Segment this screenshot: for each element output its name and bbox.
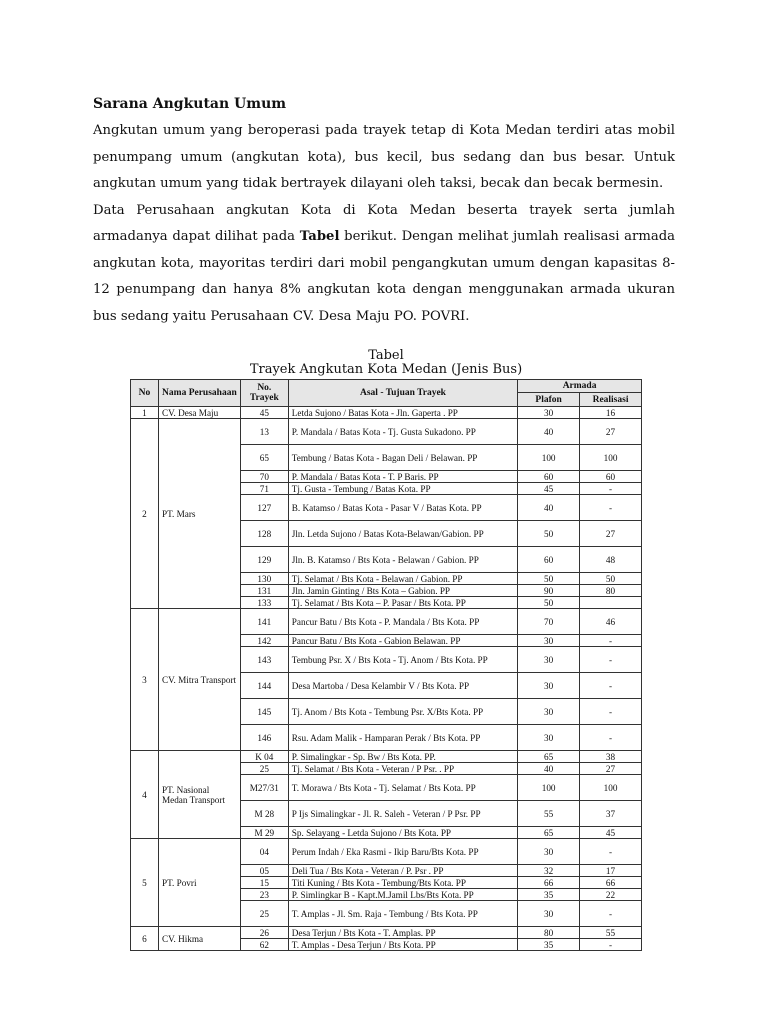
cell-route-number: M27/31 [240,775,288,801]
cell-realisasi: 27 [580,763,642,775]
cell-route: T. Amplas - Desa Terjun / Bts Kota. PP [288,939,517,951]
cell-plafon: 40 [518,495,580,521]
cell-route-number: 131 [240,585,288,597]
paragraph-2 [93,198,675,331]
cell-plafon: 30 [518,839,580,865]
cell-company: CV. Desa Maju [158,407,240,419]
cell-route-number: M 29 [240,827,288,839]
cell-plafon: 30 [518,699,580,725]
cell-realisasi: - [580,495,642,521]
cell-route: Perum Indah / Eka Rasmi - Ikip Baru/Bts Kota. PP [288,839,517,865]
cell-plafon: 35 [518,939,580,951]
cell-route: Letda Sujono / Batas Kota - Jln. Gaperta . PP [288,407,517,419]
cell-realisasi: - [580,901,642,927]
cell-no: 3 [131,609,159,751]
cell-plafon: 40 [518,419,580,445]
table-caption-label: Tabel [368,348,404,363]
table-row [131,419,642,445]
cell-route-number: M 28 [240,801,288,827]
cell-route: Deli Tua / Bts Kota - Veteran / P. Psr . PP [288,865,517,877]
cell-realisasi: 27 [580,521,642,547]
cell-route: Desa Martoba / Desa Kelambir V / Bts Kota. PP [288,673,517,699]
cell-plafon: 50 [518,573,580,585]
cell-route-number: 127 [240,495,288,521]
cell-no: 1 [131,407,159,419]
cell-route: Jln. B. Katamso / Bts Kota - Belawan / Gabion. PP [288,547,517,573]
cell-plafon: 30 [518,673,580,699]
table-row [131,609,642,635]
cell-route-number: 04 [240,839,288,865]
cell-route: Pancur Batu / Bts Kota - P. Mandala / Bts Kota. PP [288,609,517,635]
cell-realisasi: 16 [580,407,642,419]
cell-plafon: 66 [518,877,580,889]
cell-route: Tj. Selamat / Bts Kota - Belawan / Gabion. PP [288,573,517,585]
table-row [131,927,642,939]
cell-route: Tembung / Batas Kota - Bagan Deli / Belawan. PP [288,445,517,471]
cell-route-number: K 04 [240,751,288,763]
table-row [131,407,642,419]
cell-route: Pancur Batu / Bts Kota - Gabion Belawan. PP [288,635,517,647]
table-body [131,407,642,951]
table-row [131,751,642,763]
cell-plafon: 100 [518,445,580,471]
cell-plafon: 65 [518,827,580,839]
cell-route-number: 23 [240,889,288,901]
cell-realisasi: 100 [580,775,642,801]
cell-realisasi: - [580,939,642,951]
cell-plafon: 100 [518,775,580,801]
cell-route-number: 65 [240,445,288,471]
cell-route-number: 143 [240,647,288,673]
cell-company: CV. Mitra Transport [158,609,240,751]
cell-plafon: 30 [518,901,580,927]
cell-route-number: 26 [240,927,288,939]
cell-route-number: 133 [240,597,288,609]
cell-route: P. Simlingkar B - Kapt.M.Jamil Lbs/Bts Kota. PP [288,889,517,901]
cell-no: 5 [131,839,159,927]
cell-route-number: 129 [240,547,288,573]
cell-plafon: 30 [518,407,580,419]
cell-plafon: 80 [518,927,580,939]
cell-route: Rsu. Adam Malik - Hamparan Perak / Bts Kota. PP [288,725,517,751]
cell-no: 4 [131,751,159,839]
cell-company: PT. Mars [158,419,240,609]
route-table [130,379,642,951]
cell-plafon: 35 [518,889,580,901]
cell-route: Tembung Psr. X / Bts Kota - Tj. Anom / Bts Kota. PP [288,647,517,673]
cell-route: Sp. Selayang - Letda Sujono / Bts Kota. PP [288,827,517,839]
cell-route-number: 05 [240,865,288,877]
cell-realisasi: 38 [580,751,642,763]
cell-route: Jln. Jamin Ginting / Bts Kota – Gabion. PP [288,585,517,597]
cell-plafon: 50 [518,521,580,547]
paragraph-1: Angkutan umum yang beroperasi pada trayek tetap di Kota Medan terdiri atas mobil penumpang umum (angkutan kota), bus kecil, bus sedang dan bus besar. Untuk angkutan umum yang tidak bertrayek dilayani oleh taksi, becak dan becak bermesin. [93,123,675,191]
cell-realisasi: 55 [580,927,642,939]
cell-realisasi: 48 [580,547,642,573]
table-row [131,839,642,865]
cell-plafon: 32 [518,865,580,877]
cell-route-number: 141 [240,609,288,635]
cell-route-number: 128 [240,521,288,547]
cell-plafon: 30 [518,725,580,751]
cell-route-number: 145 [240,699,288,725]
cell-plafon: 50 [518,597,580,609]
cell-realisasi: 100 [580,445,642,471]
paragraph-2-bold: Tabel [299,229,340,244]
cell-route: T. Morawa / Bts Kota - Tj. Selamat / Bts Kota. PP [288,775,517,801]
cell-plafon: 30 [518,635,580,647]
cell-plafon: 30 [518,647,580,673]
header-fleet: Armada [518,380,642,393]
header-route-number: No. Trayek [240,380,288,407]
cell-plafon: 60 [518,471,580,483]
cell-route-number: 13 [240,419,288,445]
cell-route-number: 142 [240,635,288,647]
cell-plafon: 40 [518,763,580,775]
cell-route: P Ijs Simalingkar - Jl. R. Saleh - Veteran / P Psr. PP [288,801,517,827]
cell-route-number: 62 [240,939,288,951]
cell-route-number: 70 [240,471,288,483]
document-body [93,96,675,330]
cell-realisasi: 46 [580,609,642,635]
cell-company: PT. Nasional Medan Transport [158,751,240,839]
cell-realisasi: 66 [580,877,642,889]
cell-realisasi [580,597,642,609]
table-caption-title: Trayek Angkutan Kota Medan (Jenis Bus) [249,362,523,377]
cell-route: Jln. Letda Sujono / Batas Kota-Belawan/Gabion. PP [288,521,517,547]
cell-realisasi: 17 [580,865,642,877]
cell-realisasi: - [580,839,642,865]
cell-route: P. Mandala / Batas Kota - T. P Baris. PP [288,471,517,483]
cell-realisasi: - [580,483,642,495]
cell-realisasi: - [580,725,642,751]
cell-company: CV. Hikma [158,927,240,951]
cell-plafon: 55 [518,801,580,827]
cell-route-number: 45 [240,407,288,419]
cell-realisasi: 22 [580,889,642,901]
cell-route: Tj. Selamat / Bts Kota - Veteran / P Psr. . PP [288,763,517,775]
cell-realisasi: - [580,699,642,725]
cell-realisasi: 45 [580,827,642,839]
cell-plafon: 70 [518,609,580,635]
cell-realisasi: 50 [580,573,642,585]
cell-route-number: 71 [240,483,288,495]
cell-realisasi: - [580,647,642,673]
cell-realisasi: 37 [580,801,642,827]
cell-route-number: 25 [240,901,288,927]
cell-realisasi: 60 [580,471,642,483]
header-realisasi: Realisasi [580,393,642,407]
header-company: Nama Perusahaan [158,380,240,407]
header-no: No [131,380,159,407]
cell-route: Tj. Gusta - Tembung / Batas Kota. PP [288,483,517,495]
cell-route-number: 144 [240,673,288,699]
cell-plafon: 45 [518,483,580,495]
cell-plafon: 65 [518,751,580,763]
cell-no: 2 [131,419,159,609]
cell-company: PT. Povri [158,839,240,927]
cell-route: Desa Terjun / Bts Kota - T. Amplas. PP [288,927,517,939]
cell-route: Tj. Selamat / Bts Kota – P. Pasar / Bts Kota. PP [288,597,517,609]
cell-plafon: 60 [518,547,580,573]
cell-route: B. Katamso / Batas Kota - Pasar V / Batas Kota. PP [288,495,517,521]
paragraph-2-post: berikut. Dengan melihat jumlah realisasi armada angkutan kota, mayoritas terdiri dari mobil pengangkutan umum dengan kapasitas 8-12 penumpang dan hanya 8% angkutan kota dengan menggunakan armada ukuran bus sedang yaitu Perusahaan CV. Desa Maju PO. POVRI. [93,229,676,324]
cell-realisasi: 80 [580,585,642,597]
cell-no: 6 [131,927,159,951]
cell-route: P. Simalingkar - Sp. Bw / Bts Kota. PP. [288,751,517,763]
cell-route-number: 15 [240,877,288,889]
cell-route-number: 146 [240,725,288,751]
cell-route: P. Mandala / Batas Kota - Tj. Gusta Sukadono. PP [288,419,517,445]
section-title: Sarana Angkutan Umum [93,96,287,112]
header-plafon: Plafon [518,393,580,407]
cell-route-number: 25 [240,763,288,775]
cell-realisasi: 27 [580,419,642,445]
cell-realisasi: - [580,673,642,699]
cell-plafon: 90 [518,585,580,597]
cell-route: Titi Kuning / Bts Kota - Tembung/Bts Kota. PP [288,877,517,889]
cell-realisasi: - [580,635,642,647]
cell-route: T. Amplas - Jl. Sm. Raja - Tembung / Bts Kota. PP [288,901,517,927]
cell-route: Tj. Anom / Bts Kota - Tembung Psr. X/Bts Kota. PP [288,699,517,725]
paragraph-2-pre: Data Perusahaan angkutan Kota di Kota Medan beserta trayek serta jumlah armadanya dapat dilihat pada [93,202,675,244]
header-route: Asal - Tujuan Trayek [288,380,517,407]
cell-route-number: 130 [240,573,288,585]
